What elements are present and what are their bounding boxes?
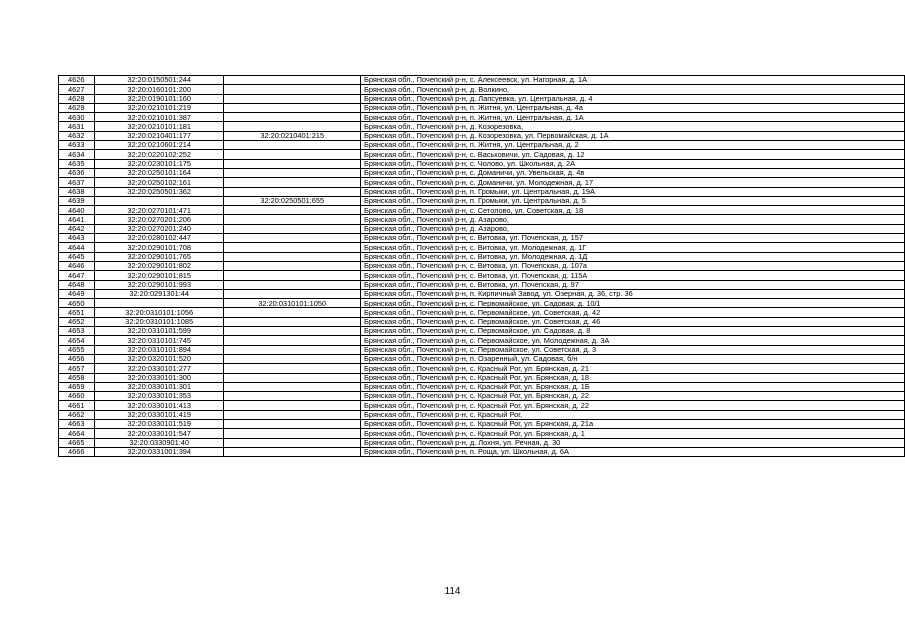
row-number-cell: 4650 bbox=[59, 299, 95, 308]
address-cell: Брянская обл., Почепский р-н, с. Первомайское, ул. Садовая, д. 8 bbox=[360, 327, 904, 336]
address-cell: Брянская обл., Почепский р-н, с. Красный Рог, ул. Брянская, д. 21 bbox=[360, 364, 904, 373]
row-number-cell: 4642 bbox=[59, 224, 95, 233]
row-number-cell: 4626 bbox=[59, 76, 95, 85]
table-row bbox=[59, 401, 905, 410]
secondary-cadastral-number-cell bbox=[224, 103, 361, 112]
secondary-cadastral-number-cell bbox=[224, 382, 361, 391]
cadastral-number-cell: 32:20:0250501:362 bbox=[94, 187, 224, 196]
row-number-cell: 4637 bbox=[59, 178, 95, 187]
row-number-cell: 4663 bbox=[59, 419, 95, 428]
cadastral-number-cell: 32:20:0290101:993 bbox=[94, 280, 224, 289]
table-row bbox=[59, 131, 905, 140]
row-number-cell: 4659 bbox=[59, 382, 95, 391]
cadastral-number-cell bbox=[94, 299, 224, 308]
address-cell: Брянская обл., Почепский р-н, с. Первомайское, ул. Советская, д. 46 bbox=[360, 317, 904, 326]
cadastral-number-cell: 32:20:0290101:765 bbox=[94, 252, 224, 261]
cadastral-number-cell: 32:20:0290101:815 bbox=[94, 271, 224, 280]
cadastral-number-cell: 32:20:0330101:353 bbox=[94, 392, 224, 401]
row-number-cell: 4643 bbox=[59, 234, 95, 243]
row-number-cell: 4636 bbox=[59, 168, 95, 177]
address-cell: Брянская обл., Почепский р-н, с. Сетолово, ул. Советская, д. 18 bbox=[360, 206, 904, 215]
row-number-cell: 4645 bbox=[59, 252, 95, 261]
secondary-cadastral-number-cell bbox=[224, 410, 361, 419]
address-cell: Брянская обл., Почепский р-н, с. Алексеевск, ул. Нагорная, д. 1А bbox=[360, 76, 904, 85]
address-cell: Брянская обл., Почепский р-н, д. Азарово, bbox=[360, 215, 904, 224]
table-row bbox=[59, 159, 905, 168]
secondary-cadastral-number-cell bbox=[224, 178, 361, 187]
secondary-cadastral-number-cell bbox=[224, 252, 361, 261]
row-number-cell: 4638 bbox=[59, 187, 95, 196]
secondary-cadastral-number-cell bbox=[224, 271, 361, 280]
secondary-cadastral-number-cell bbox=[224, 215, 361, 224]
table-row bbox=[59, 122, 905, 131]
row-number-cell: 4630 bbox=[59, 113, 95, 122]
address-cell: Брянская обл., Почепский р-н, д. Козорезовка, bbox=[360, 122, 904, 131]
cadastral-number-cell: 32:20:0230101:175 bbox=[94, 159, 224, 168]
address-cell: Брянская обл., Почепский р-н, п. Житня, ул. Центральная, д. 2 bbox=[360, 141, 904, 150]
cadastral-number-cell: 32:20:0310101:745 bbox=[94, 336, 224, 345]
secondary-cadastral-number-cell bbox=[224, 401, 361, 410]
table-row bbox=[59, 336, 905, 345]
secondary-cadastral-number-cell bbox=[224, 336, 361, 345]
table-row bbox=[59, 141, 905, 150]
cadastral-number-cell: 32:20:0290101:708 bbox=[94, 243, 224, 252]
cadastral-number-cell: 32:20:0330101:413 bbox=[94, 401, 224, 410]
table-row bbox=[59, 280, 905, 289]
table-row bbox=[59, 345, 905, 354]
address-cell: Брянская обл., Почепский р-н, с. Витовка, ул. Почепская, д. 157 bbox=[360, 234, 904, 243]
secondary-cadastral-number-cell bbox=[224, 243, 361, 252]
table-row bbox=[59, 234, 905, 243]
cadastral-number-cell: 32:20:0210101:219 bbox=[94, 103, 224, 112]
cadastral-number-cell: 32:20:0330101:547 bbox=[94, 429, 224, 438]
address-cell: Брянская обл., Почепский р-н, с. Красный Рог, ул. Брянская, д. 21а bbox=[360, 419, 904, 428]
address-cell: Брянская обл., Почепский р-н, с. Доманичи, ул. Молодежная, д. 17 bbox=[360, 178, 904, 187]
table-row bbox=[59, 252, 905, 261]
cadastral-number-cell: 32:20:0310101:599 bbox=[94, 327, 224, 336]
table-row bbox=[59, 168, 905, 177]
cadastral-number-cell: 32:20:0210101:181 bbox=[94, 122, 224, 131]
table-row bbox=[59, 364, 905, 373]
address-cell: Брянская обл., Почепский р-н, с. Красный Рог, ул. Брянская, д. 1 bbox=[360, 429, 904, 438]
row-number-cell: 4649 bbox=[59, 289, 95, 298]
cadastral-number-cell: 32:20:0220102:252 bbox=[94, 150, 224, 159]
row-number-cell: 4665 bbox=[59, 438, 95, 447]
row-number-cell: 4655 bbox=[59, 345, 95, 354]
secondary-cadastral-number-cell bbox=[224, 280, 361, 289]
register-table bbox=[58, 75, 905, 457]
row-number-cell: 4656 bbox=[59, 354, 95, 363]
address-cell: Брянская обл., Почепский р-н, д. Азарово, bbox=[360, 224, 904, 233]
address-cell: Брянская обл., Почепский р-н, с. Витовка, ул. Молодежная, д. 1Г bbox=[360, 243, 904, 252]
cadastral-number-cell: 32:20:0250102:161 bbox=[94, 178, 224, 187]
secondary-cadastral-number-cell bbox=[224, 234, 361, 243]
secondary-cadastral-number-cell bbox=[224, 261, 361, 270]
secondary-cadastral-number-cell bbox=[224, 327, 361, 336]
table-row bbox=[59, 187, 905, 196]
cadastral-number-cell: 32:20:0310101:1085 bbox=[94, 317, 224, 326]
secondary-cadastral-number-cell: 32:20:0210401:215 bbox=[224, 131, 361, 140]
row-number-cell: 4666 bbox=[59, 447, 95, 456]
secondary-cadastral-number-cell bbox=[224, 419, 361, 428]
address-cell: Брянская обл., Почепский р-н, с. Васьковичи, ул. Садовая, д. 12 bbox=[360, 150, 904, 159]
cadastral-number-cell: 32:20:0270201:240 bbox=[94, 224, 224, 233]
cadastral-number-cell: 32:20:0310101:894 bbox=[94, 345, 224, 354]
table-row bbox=[59, 447, 905, 456]
cadastral-number-cell: 32:20:0270201:206 bbox=[94, 215, 224, 224]
secondary-cadastral-number-cell bbox=[224, 206, 361, 215]
secondary-cadastral-number-cell bbox=[224, 354, 361, 363]
row-number-cell: 4652 bbox=[59, 317, 95, 326]
address-cell: Брянская обл., Почепский р-н, с. Витовка, ул. Почепская, д. 97 bbox=[360, 280, 904, 289]
row-number-cell: 4648 bbox=[59, 280, 95, 289]
cadastral-number-cell: 32:20:0330101:519 bbox=[94, 419, 224, 428]
row-number-cell: 4631 bbox=[59, 122, 95, 131]
table-row bbox=[59, 113, 905, 122]
table-row bbox=[59, 308, 905, 317]
address-cell: Брянская обл., Почепский р-н, п. Кирпичный Завод, ул. Озерная, д. 36, стр. 36 bbox=[360, 289, 904, 298]
address-cell: Брянская обл., Почепский р-н, с. Красный Рог, ул. Брянская, д. 1Б bbox=[360, 382, 904, 391]
address-cell: Брянская обл., Почепский р-н, с. Витовка, ул. Молодежная, д. 1Д bbox=[360, 252, 904, 261]
secondary-cadastral-number-cell bbox=[224, 94, 361, 103]
row-number-cell: 4627 bbox=[59, 85, 95, 94]
cadastral-number-cell: 32:20:0330101:419 bbox=[94, 410, 224, 419]
table-row bbox=[59, 215, 905, 224]
table-row bbox=[59, 382, 905, 391]
cadastral-number-cell bbox=[94, 196, 224, 205]
cadastral-number-cell: 32:20:0250101:164 bbox=[94, 168, 224, 177]
table-row bbox=[59, 419, 905, 428]
table-row bbox=[59, 261, 905, 270]
row-number-cell: 4651 bbox=[59, 308, 95, 317]
row-number-cell: 4647 bbox=[59, 271, 95, 280]
secondary-cadastral-number-cell bbox=[224, 76, 361, 85]
row-number-cell: 4644 bbox=[59, 243, 95, 252]
cadastral-number-cell: 32:20:0280102:447 bbox=[94, 234, 224, 243]
secondary-cadastral-number-cell bbox=[224, 85, 361, 94]
table-row bbox=[59, 76, 905, 85]
secondary-cadastral-number-cell bbox=[224, 113, 361, 122]
row-number-cell: 4653 bbox=[59, 327, 95, 336]
table-row bbox=[59, 150, 905, 159]
table-row bbox=[59, 271, 905, 280]
cadastral-number-cell: 32:20:0330101:277 bbox=[94, 364, 224, 373]
table-row bbox=[59, 299, 905, 308]
cadastral-number-cell: 32:20:0320101:520 bbox=[94, 354, 224, 363]
secondary-cadastral-number-cell bbox=[224, 308, 361, 317]
secondary-cadastral-number-cell bbox=[224, 438, 361, 447]
secondary-cadastral-number-cell: 32:20:0310101:1050 bbox=[224, 299, 361, 308]
row-number-cell: 4629 bbox=[59, 103, 95, 112]
row-number-cell: 4639 bbox=[59, 196, 95, 205]
secondary-cadastral-number-cell bbox=[224, 317, 361, 326]
secondary-cadastral-number-cell bbox=[224, 224, 361, 233]
address-cell: Брянская обл., Почепский р-н, с. Красный Рог, ул. Брянская, д. 22 bbox=[360, 401, 904, 410]
address-cell: Брянская обл., Почепский р-н, п. Житня, ул. Центральная, д. 4а bbox=[360, 103, 904, 112]
address-cell: Брянская обл., Почепский р-н, с. Красный Рог, ул. Брянская, д. 18 bbox=[360, 373, 904, 382]
secondary-cadastral-number-cell bbox=[224, 364, 361, 373]
secondary-cadastral-number-cell: 32:20:0250501:655 bbox=[224, 196, 361, 205]
table-row bbox=[59, 103, 905, 112]
secondary-cadastral-number-cell bbox=[224, 429, 361, 438]
row-number-cell: 4660 bbox=[59, 392, 95, 401]
address-cell: Брянская обл., Почепский р-н, д. Волкино, bbox=[360, 85, 904, 94]
secondary-cadastral-number-cell bbox=[224, 159, 361, 168]
table-row bbox=[59, 206, 905, 215]
row-number-cell: 4634 bbox=[59, 150, 95, 159]
row-number-cell: 4661 bbox=[59, 401, 95, 410]
cadastral-number-cell: 32:20:0290101:802 bbox=[94, 261, 224, 270]
address-cell: Брянская обл., Почепский р-н, д. Козорезовка, ул. Первомайская, д. 1А bbox=[360, 131, 904, 140]
address-cell: Брянская обл., Почепский р-н, с. Первомайское, ул. Советская, д. 3 bbox=[360, 345, 904, 354]
row-number-cell: 4633 bbox=[59, 141, 95, 150]
row-number-cell: 4657 bbox=[59, 364, 95, 373]
table-row bbox=[59, 224, 905, 233]
table-row bbox=[59, 289, 905, 298]
row-number-cell: 4664 bbox=[59, 429, 95, 438]
table-row bbox=[59, 94, 905, 103]
address-cell: Брянская обл., Почепский р-н, с. Первомайское, ул. Молодежная, д. 3А bbox=[360, 336, 904, 345]
secondary-cadastral-number-cell bbox=[224, 447, 361, 456]
address-cell: Брянская обл., Почепский р-н, п. Роща, ул. Школьная, д. 6А bbox=[360, 447, 904, 456]
page-number: 114 bbox=[444, 586, 461, 597]
address-cell: Брянская обл., Почепский р-н, с. Первомайское, ул. Советская, д. 42 bbox=[360, 308, 904, 317]
address-cell: Брянская обл., Почепский р-н, д. Лохня, ул. Речная, д. 30 bbox=[360, 438, 904, 447]
table-row bbox=[59, 85, 905, 94]
cadastral-number-cell: 32:20:0330901:40 bbox=[94, 438, 224, 447]
address-cell: Брянская обл., Почепский р-н, с. Первомайское, ул. Садовая, д. 10/1 bbox=[360, 299, 904, 308]
address-cell: Брянская обл., Почепский р-н, п. Громыки, ул. Центральная, д. 19А bbox=[360, 187, 904, 196]
cadastral-number-cell: 32:20:0330101:300 bbox=[94, 373, 224, 382]
table-row bbox=[59, 354, 905, 363]
cadastral-number-cell: 32:20:0150501:244 bbox=[94, 76, 224, 85]
table-row bbox=[59, 243, 905, 252]
cadastral-number-cell: 32:20:0270101:471 bbox=[94, 206, 224, 215]
row-number-cell: 4654 bbox=[59, 336, 95, 345]
cadastral-number-cell: 32:20:0190101:160 bbox=[94, 94, 224, 103]
address-cell: Брянская обл., Почепский р-н, с. Чолово, ул. Школьная, д. 2А bbox=[360, 159, 904, 168]
table-row bbox=[59, 410, 905, 419]
cadastral-number-cell: 32:20:0331001:394 bbox=[94, 447, 224, 456]
row-number-cell: 4628 bbox=[59, 94, 95, 103]
secondary-cadastral-number-cell bbox=[224, 141, 361, 150]
secondary-cadastral-number-cell bbox=[224, 168, 361, 177]
cadastral-number-cell: 32:20:0210401:177 bbox=[94, 131, 224, 140]
row-number-cell: 4641 bbox=[59, 215, 95, 224]
address-cell: Брянская обл., Почепский р-н, д. Лапсуевка, ул. Центральная, д. 4 bbox=[360, 94, 904, 103]
row-number-cell: 4635 bbox=[59, 159, 95, 168]
row-number-cell: 4640 bbox=[59, 206, 95, 215]
secondary-cadastral-number-cell bbox=[224, 373, 361, 382]
secondary-cadastral-number-cell bbox=[224, 289, 361, 298]
row-number-cell: 4632 bbox=[59, 131, 95, 140]
address-cell: Брянская обл., Почепский р-н, с. Доманичи, ул. Увельская, д. 4в bbox=[360, 168, 904, 177]
table-row bbox=[59, 392, 905, 401]
register-table-body bbox=[59, 76, 905, 457]
cadastral-number-cell: 32:20:0330101:301 bbox=[94, 382, 224, 391]
table-row bbox=[59, 178, 905, 187]
table-row bbox=[59, 438, 905, 447]
cadastral-number-cell: 32:20:0160101:200 bbox=[94, 85, 224, 94]
address-cell: Брянская обл., Почепский р-н, п. Житня, ул. Центральная, д. 1А bbox=[360, 113, 904, 122]
table-row bbox=[59, 327, 905, 336]
cadastral-number-cell: 32:20:0291301:44 bbox=[94, 289, 224, 298]
address-cell: Брянская обл., Почепский р-н, с. Витовка, ул. Почепская, д. 115А bbox=[360, 271, 904, 280]
table-row bbox=[59, 317, 905, 326]
row-number-cell: 4658 bbox=[59, 373, 95, 382]
cadastral-number-cell: 32:20:0210601:214 bbox=[94, 141, 224, 150]
address-cell: Брянская обл., Почепский р-н, с. Витовка, ул. Почепская, д. 107а bbox=[360, 261, 904, 270]
secondary-cadastral-number-cell bbox=[224, 150, 361, 159]
cadastral-number-cell: 32:20:0210101:387 bbox=[94, 113, 224, 122]
cadastral-number-cell: 32:20:0310101:1056 bbox=[94, 308, 224, 317]
row-number-cell: 4646 bbox=[59, 261, 95, 270]
secondary-cadastral-number-cell bbox=[224, 392, 361, 401]
table-row bbox=[59, 196, 905, 205]
secondary-cadastral-number-cell bbox=[224, 345, 361, 354]
address-cell: Брянская обл., Почепский р-н, п. Громыки, ул. Центральная, д. 5 bbox=[360, 196, 904, 205]
table-row bbox=[59, 373, 905, 382]
secondary-cadastral-number-cell bbox=[224, 122, 361, 131]
address-cell: Брянская обл., Почепский р-н, с. Красный Рог, bbox=[360, 410, 904, 419]
table-row bbox=[59, 429, 905, 438]
address-cell: Брянская обл., Почепский р-н, п. Озаренный, ул. Садовая, б/н bbox=[360, 354, 904, 363]
address-cell: Брянская обл., Почепский р-н, с. Красный Рог, ул. Брянская, д. 22 bbox=[360, 392, 904, 401]
row-number-cell: 4662 bbox=[59, 410, 95, 419]
secondary-cadastral-number-cell bbox=[224, 187, 361, 196]
